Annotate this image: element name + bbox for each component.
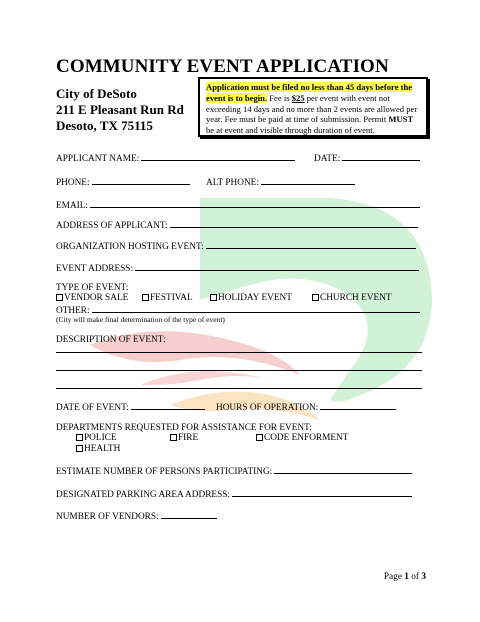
- description-label: DESCRIPTION OF EVENT:: [56, 335, 166, 345]
- page-current: 1: [404, 572, 409, 582]
- notice-highlight: Application must be filed no less than 45 days before the event is to begin.: [206, 82, 413, 103]
- checkbox-icon[interactable]: [312, 294, 319, 301]
- event-address-label: EVENT ADDRESS:: [56, 264, 134, 274]
- applicant-name-label: APPLICANT NAME:: [56, 154, 140, 164]
- type-of-event-label: TYPE OF EVENT:: [56, 283, 129, 293]
- applicant-name-field[interactable]: [141, 152, 295, 161]
- other-field[interactable]: [92, 304, 420, 313]
- estimate-persons-field[interactable]: [274, 465, 412, 474]
- address-line-2: 211 E Pleasant Run Rd: [56, 102, 184, 117]
- address-line-1: City of DeSoto: [56, 86, 137, 101]
- department-label: CODE ENFORMENT: [264, 433, 349, 443]
- of-word: of: [408, 572, 422, 582]
- event-type-label: HOLIDAY EVENT: [218, 293, 292, 303]
- notice-must: MUST: [388, 114, 414, 125]
- email-row: [56, 199, 420, 211]
- email-label: EMAIL:: [56, 201, 89, 211]
- organization-label: ORGANIZATION HOSTING EVENT:: [56, 242, 204, 252]
- address-of-applicant-field[interactable]: [170, 219, 418, 228]
- description-line-2[interactable]: [56, 370, 422, 371]
- hours-row: [216, 401, 396, 413]
- estimate-persons-row: [56, 465, 412, 477]
- alt-phone-row: [206, 176, 355, 188]
- applicant-name-row: [56, 152, 295, 164]
- vendors-label: NUMBER OF VENDORS:: [56, 512, 159, 522]
- date-label: DATE:: [314, 154, 341, 164]
- checkbox-icon[interactable]: [210, 294, 217, 301]
- alt-phone-field[interactable]: [261, 176, 355, 185]
- checkbox-icon[interactable]: [76, 434, 83, 441]
- department-option-health[interactable]: [76, 444, 120, 454]
- date-of-event-row: [56, 401, 205, 413]
- type-note: (City will make final determination of the type of event): [56, 315, 225, 324]
- email-field[interactable]: [90, 199, 420, 208]
- parking-label: DESIGNATED PARKING AREA ADDRESS:: [56, 490, 230, 500]
- description-line-3[interactable]: [56, 388, 422, 389]
- department-label: FIRE: [178, 433, 199, 443]
- departments-label: DEPARTMENTS REQUESTED FOR ASSISTANCE FOR EVENT:: [56, 423, 312, 433]
- department-option-code-enforment[interactable]: [256, 433, 348, 443]
- estimate-persons-label: ESTIMATE NUMBER OF PERSONS PARTICIPATING:: [56, 467, 273, 477]
- notice-fee-amount: $25: [291, 92, 305, 103]
- hours-label: HOURS OF OPERATION:: [216, 403, 319, 413]
- page-total: 3: [421, 572, 426, 582]
- notice-fee-prefix: Fee is: [267, 92, 292, 103]
- checkbox-icon[interactable]: [142, 294, 149, 301]
- event-type-option-vendor-sale[interactable]: [56, 293, 128, 303]
- parking-field[interactable]: [232, 488, 412, 497]
- vendors-row: [56, 510, 217, 522]
- checkbox-icon[interactable]: [170, 434, 177, 441]
- event-type-option-church-event[interactable]: [312, 293, 392, 303]
- other-label: OTHER:: [56, 306, 90, 316]
- address-line-3: Desoto, TX 75115: [56, 118, 153, 133]
- date-row: [314, 152, 420, 164]
- address-of-applicant-label: ADDRESS OF APPLICANT:: [56, 221, 168, 231]
- parking-row: [56, 488, 412, 500]
- event-type-label: CHURCH EVENT: [320, 293, 392, 303]
- checkbox-icon[interactable]: [256, 434, 263, 441]
- watermark-red-swoosh-2: [140, 371, 270, 385]
- hours-field[interactable]: [320, 401, 396, 410]
- organization-row: [56, 240, 416, 252]
- page-title: COMMUNITY EVENT APPLICATION: [56, 56, 389, 77]
- vendors-field[interactable]: [161, 510, 217, 519]
- phone-row: [56, 176, 190, 188]
- page-word: Page: [383, 572, 405, 582]
- date-of-event-field[interactable]: [131, 401, 205, 410]
- event-type-label: FESTIVAL: [150, 293, 193, 303]
- department-label: HEALTH: [84, 444, 121, 454]
- checkbox-icon[interactable]: [76, 445, 83, 452]
- phone-label: PHONE:: [56, 178, 90, 188]
- department-option-police[interactable]: [76, 433, 117, 443]
- page-number: [384, 572, 426, 582]
- event-type-option-festival[interactable]: [142, 293, 193, 303]
- checkbox-icon[interactable]: [56, 294, 63, 301]
- filing-notice-box: [198, 77, 428, 137]
- address-of-applicant-row: [56, 219, 418, 231]
- department-option-fire[interactable]: [170, 433, 198, 443]
- event-type-option-holiday-event[interactable]: [210, 293, 292, 303]
- event-address-field[interactable]: [135, 262, 419, 271]
- event-address-row: [56, 262, 419, 274]
- event-type-label: VENDOR SALE: [64, 293, 129, 303]
- date-of-event-label: DATE OF EVENT:: [56, 403, 129, 413]
- organization-field[interactable]: [206, 240, 416, 249]
- alt-phone-label: ALT PHONE:: [206, 178, 259, 188]
- department-label: POLICE: [84, 433, 117, 443]
- date-field[interactable]: [342, 152, 420, 161]
- notice-text-1: per event with event not exceeding 14 days and no more than 2 events are allowed per year. Fee must be paid at time of submission. Permit: [206, 92, 418, 125]
- notice-text-2: be at event and visible through duration of event.: [206, 125, 375, 136]
- description-line-1[interactable]: [56, 352, 422, 353]
- phone-field[interactable]: [92, 176, 190, 185]
